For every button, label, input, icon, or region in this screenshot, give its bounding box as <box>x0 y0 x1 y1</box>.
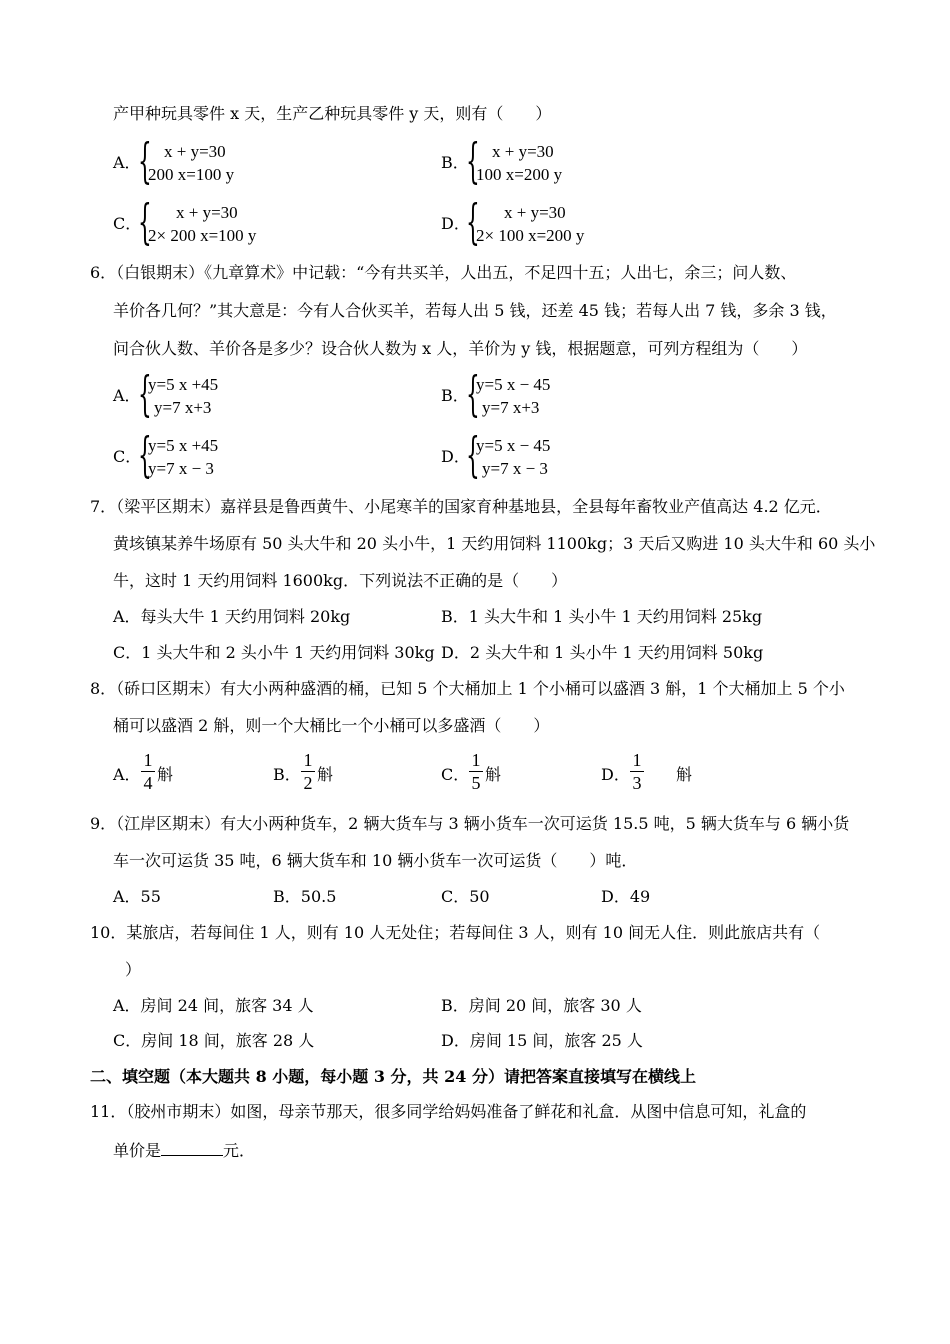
q10-line-1: 10．某旅店，若每间住 1 人，则有 10 人无处住；若每间住 3 人，则有 10 间无人住．则此旅店共有（ <box>90 923 821 942</box>
q10-option-c: C．房间 18 间，旅客 28 人 <box>113 1031 315 1050</box>
q7-option-a: A．每头大牛 1 天约用饲料 20kg <box>113 607 351 626</box>
fraction-bar <box>469 771 483 772</box>
q10-line-2: ） <box>125 960 142 979</box>
q5-option-d-label: D． <box>441 214 470 233</box>
q6-option-b-label: B． <box>441 386 469 405</box>
q9-line-1: 9．（江岸区期末）有大小两种货车，2 辆大货车与 3 辆小货车一次可运货 15.5 吨，5 辆大货车与 6 辆小货 <box>90 814 850 833</box>
q11-suffix: 元． <box>223 1141 256 1160</box>
equation-row: y=7 x − 3 <box>148 459 214 478</box>
q5-option-a-system <box>138 133 288 189</box>
equation-row: y=5 x − 45 <box>476 436 551 455</box>
q8-option-d-fraction <box>630 750 644 793</box>
brace-icon: { <box>138 366 152 422</box>
equation-row: y=7 x − 3 <box>482 459 548 478</box>
equation-row: 2× 200 x=100 y <box>148 226 257 245</box>
q8-option-c-label: C． <box>441 765 470 784</box>
q5-option-b-system <box>466 133 616 189</box>
brace-icon: { <box>138 194 152 250</box>
equation-row: x + y=30 <box>164 142 226 161</box>
equation-row: x + y=30 <box>176 203 238 222</box>
q8-line-2: 桶可以盛酒 2 斛，则一个大桶比一个小桶可以多盛酒（ ） <box>113 716 550 735</box>
q8-option-c-fraction <box>469 750 483 793</box>
q7-option-b: B．1 头大牛和 1 头小牛 1 天约用饲料 25kg <box>441 607 763 626</box>
q9-line-2: 车一次可运货 35 吨，6 辆大货车和 10 辆小货车一次可运货（ ）吨． <box>113 851 638 870</box>
q7-option-c: C．1 头大牛和 2 头小牛 1 天约用饲料 30kg <box>113 643 435 662</box>
q6-line-3: 问合伙人数、羊价各是多少？设合伙人数为 x 人，羊价为 y 钱，根据题意，可列方程组为（ ） <box>113 339 808 358</box>
denominator: 3 <box>632 773 642 793</box>
equation-row: y=5 x +45 <box>148 375 219 394</box>
q11-line-1: 11．（胶州市期末）如图，母亲节那天，很多同学给妈妈准备了鲜花和礼盒．从图中信息可知，礼盒的 <box>90 1102 807 1121</box>
q8-line-1: 8．（硚口区期末）有大小两种盛酒的桶，已知 5 个大桶加上 1 个小桶可以盛酒 3 斛，1 个大桶加上 5 个小 <box>90 679 845 698</box>
numerator: 1 <box>471 750 481 770</box>
q5-option-d-system <box>466 194 636 250</box>
denominator: 4 <box>143 773 153 793</box>
denominator: 5 <box>471 773 481 793</box>
equation-row: 200 x=100 y <box>148 165 235 184</box>
brace-icon: { <box>466 194 480 250</box>
q9-option-a: A．55 <box>113 887 161 906</box>
q6-option-b-system <box>466 366 616 422</box>
answer-blank[interactable] <box>161 1141 223 1156</box>
q10-option-a: A．房间 24 间，旅客 34 人 <box>113 996 314 1015</box>
q8-option-b-unit: 斛 <box>317 765 334 784</box>
q5-stem: 产甲种玩具零件 x 天，生产乙种玩具零件 y 天，则有（ ） <box>113 104 552 123</box>
q5-option-c-system <box>138 194 308 250</box>
q8-option-d-label: D． <box>601 765 630 784</box>
equation-row: x + y=30 <box>492 142 554 161</box>
q8-option-a-label: A． <box>113 765 141 784</box>
numerator: 1 <box>303 750 313 770</box>
equation-row: y=7 x+3 <box>482 398 540 417</box>
q6-option-a-system <box>138 366 288 422</box>
q6-option-a-label: A． <box>113 386 141 405</box>
q7-option-d: D．2 头大牛和 1 头小牛 1 天约用饲料 50kg <box>441 643 764 662</box>
q10-option-b: B．房间 20 间，旅客 30 人 <box>441 996 642 1015</box>
q8-option-c-unit: 斛 <box>485 765 502 784</box>
fraction-bar <box>141 771 155 772</box>
q9-option-b: B．50.5 <box>273 887 337 906</box>
q7-line-3: 牛，这时 1 天约用饲料 1600kg．下列说法不正确的是（ ） <box>113 571 568 590</box>
q5-option-c-label: C． <box>113 214 142 233</box>
q8-option-b-label: B． <box>273 765 301 784</box>
brace-icon: { <box>138 427 152 483</box>
q5-option-b-label: B． <box>441 153 469 172</box>
fraction-bar <box>301 771 315 772</box>
q6-option-d-system <box>466 427 616 483</box>
q11-prefix: 单价是 <box>113 1141 162 1160</box>
q9-option-c: C．50 <box>441 887 490 906</box>
equation-row: y=5 x +45 <box>148 436 219 455</box>
q5-option-a-label: A． <box>113 153 141 172</box>
numerator: 1 <box>143 750 153 770</box>
q10-option-d: D．房间 15 间，旅客 25 人 <box>441 1031 643 1050</box>
q8-option-a-fraction <box>141 750 155 793</box>
numerator: 1 <box>632 750 642 770</box>
denominator: 2 <box>303 773 313 793</box>
equation-row: 2× 100 x=200 y <box>476 226 585 245</box>
q8-option-a-unit: 斛 <box>157 765 174 784</box>
q7-line-1: 7．（梁平区期末）嘉祥县是鲁西黄牛、小尾寒羊的国家育种基地县，全县每年畜牧业产值高达 4.2 亿元． <box>90 497 832 516</box>
brace-icon: { <box>138 133 152 189</box>
equation-row: 100 x=200 y <box>476 165 563 184</box>
q8-option-d-unit: 斛 <box>676 765 693 784</box>
q6-line-1: 6．（白银期末）《九章算术》中记载：“今有共买羊，人出五，不足四十五；人出七，余三；问人数、 <box>90 263 797 282</box>
brace-icon: { <box>466 133 480 189</box>
brace-icon: { <box>466 366 480 422</box>
q8-option-b-fraction <box>301 750 315 793</box>
brace-icon: { <box>466 427 480 483</box>
equation-row: x + y=30 <box>504 203 566 222</box>
fraction-bar <box>630 771 644 772</box>
section-heading: 二、填空题（本大题共 8 小题，每小题 3 分，共 24 分）请把答案直接填写在横线上 <box>90 1067 696 1086</box>
q7-line-2: 黄垓镇某养牛场原有 50 头大牛和 20 头小牛，1 天约用饲料 1100kg；3 天后又购进 10 头大牛和 60 头小 <box>113 534 876 553</box>
q6-option-c-label: C． <box>113 447 142 466</box>
q6-line-2: 羊价各几何？”其大意是：今有人合伙买羊，若每人出 5 钱，还差 45 钱；若每人出 7 钱，多余 3 钱， <box>113 301 837 320</box>
q6-option-d-label: D． <box>441 447 470 466</box>
q11-line-2 <box>113 1140 255 1162</box>
q6-option-c-system <box>138 427 288 483</box>
q9-option-d: D．49 <box>601 887 651 906</box>
equation-row: y=5 x − 45 <box>476 375 551 394</box>
equation-row: y=7 x+3 <box>154 398 212 417</box>
